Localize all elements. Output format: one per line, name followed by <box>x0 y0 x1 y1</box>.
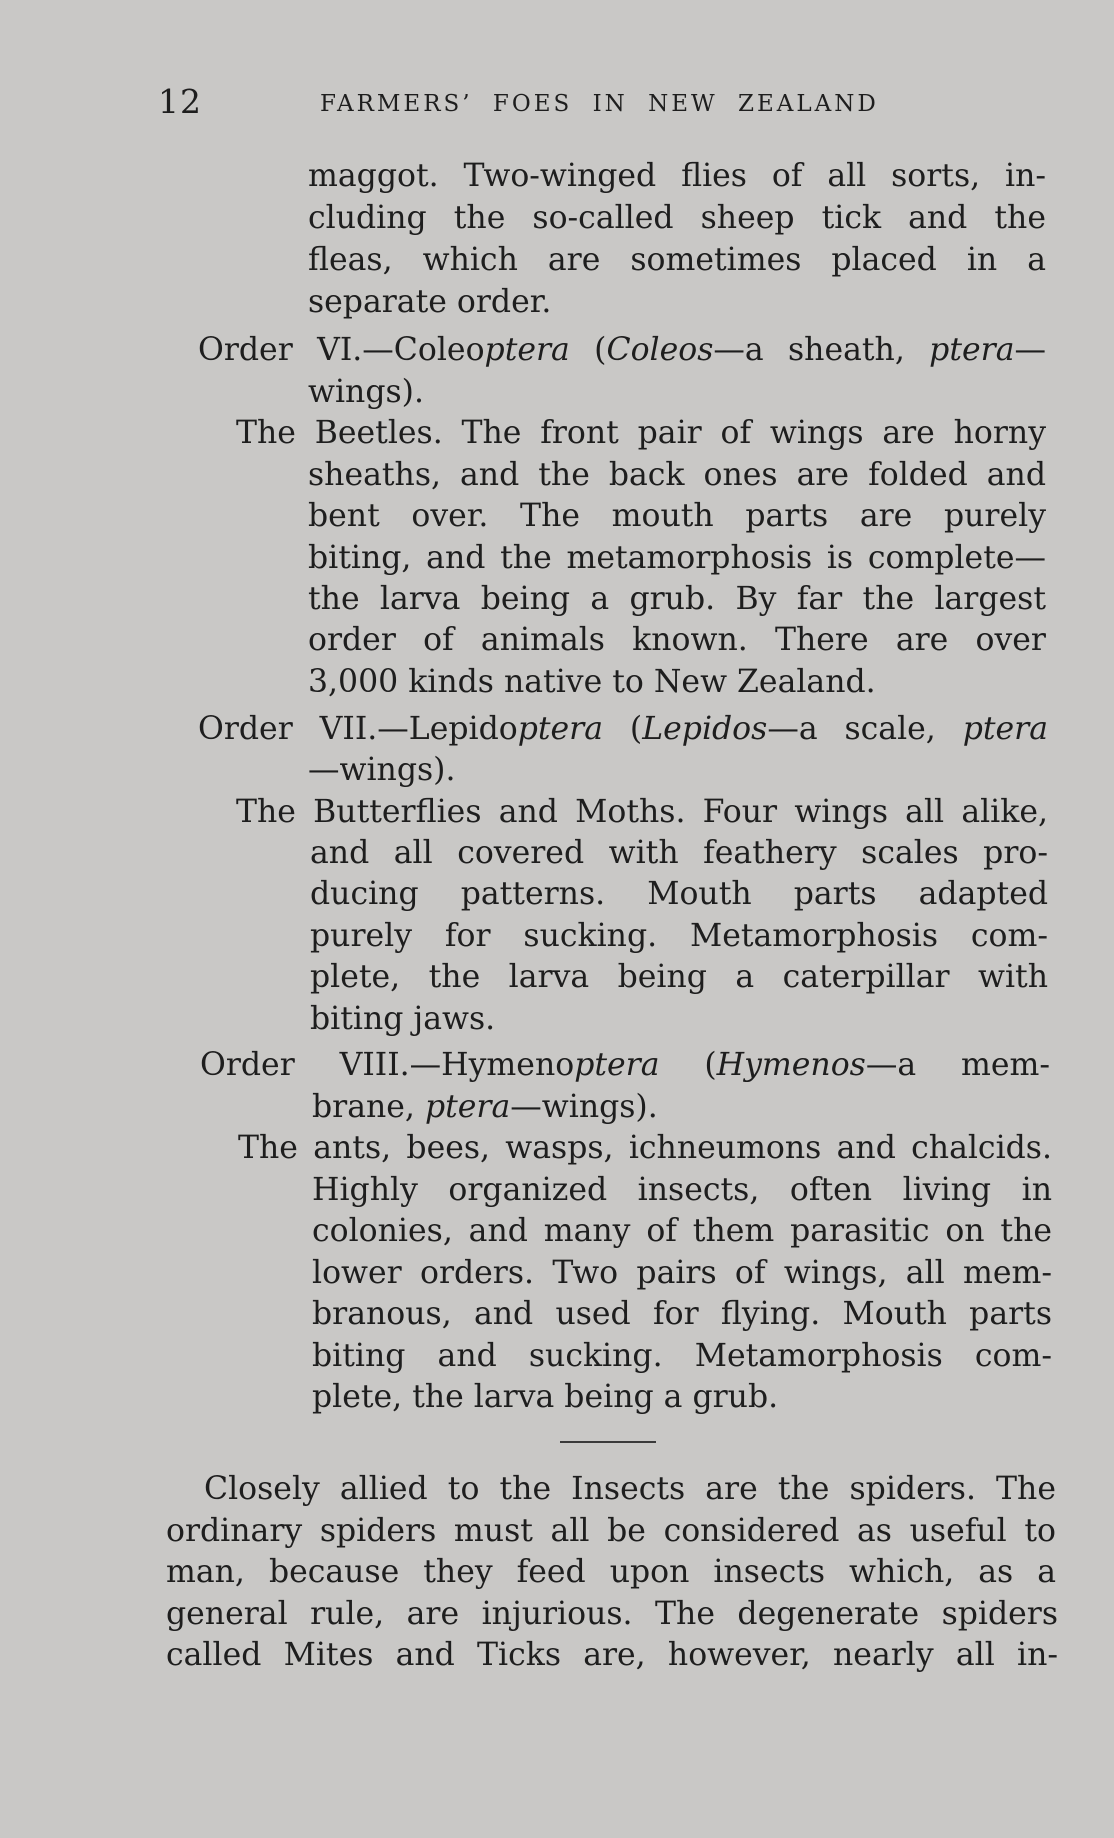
text-line: 3,000 kinds native to New Zealand. <box>308 664 876 700</box>
order-heading-viii: Order VIII.—Hymenoptera (Hymenos—a mem- <box>200 1047 1050 1083</box>
text-line: biting and sucking. Metamorphosis com- <box>312 1338 1052 1374</box>
text-line: The ants, bees, wasps, ichneumons and chalcids. <box>238 1130 1052 1166</box>
text-line: ducing patterns. Mouth parts adapted <box>310 876 1048 912</box>
text-line: sheaths, and the back ones are folded and <box>308 457 1046 493</box>
order-heading-vii: Order VII.—Lepidoptera (Lepidos—a scale, ptera <box>198 711 1048 747</box>
text-line: Closely allied to the Insects are the spiders. The <box>204 1471 1056 1507</box>
text-line: Highly organized insects, often living in <box>312 1172 1052 1208</box>
text-line: branous, and used for flying. Mouth parts <box>312 1296 1052 1332</box>
text-line: —wings). <box>308 752 456 788</box>
page-header <box>158 82 1058 122</box>
text-line: maggot. Two-winged flies of all sorts, in- <box>308 158 1046 194</box>
text-line: ordinary spiders must all be considered as useful to <box>166 1513 1056 1549</box>
text-line: fleas, which are sometimes placed in a <box>308 242 1046 278</box>
text-line: the larva being a grub. By far the largest <box>308 581 1046 617</box>
text-line: order of animals known. There are over <box>308 622 1046 658</box>
text-line: colonies, and many of them parasitic on the <box>312 1213 1052 1249</box>
text-line: plete, the larva being a grub. <box>312 1379 779 1415</box>
text-line: The Butterflies and Moths. Four wings all alike, <box>236 794 1048 830</box>
text-line: The Beetles. The front pair of wings are horny <box>236 415 1046 451</box>
text-line: wings). <box>308 374 424 410</box>
section-divider <box>560 1441 656 1443</box>
text-line: man, because they feed upon insects which, as a <box>166 1554 1056 1590</box>
text-line: and all covered with feathery scales pro- <box>310 835 1048 871</box>
text-line: lower orders. Two pairs of wings, all mem- <box>312 1255 1052 1291</box>
running-title: FARMERS’ FOES IN NEW ZEALAND <box>320 91 879 117</box>
text-line: brane, ptera—wings). <box>312 1089 658 1125</box>
text-line: biting, and the metamorphosis is complete— <box>308 540 1046 576</box>
text-line: separate order. <box>308 284 552 320</box>
page-number: 12 <box>158 82 202 121</box>
order-heading-vi: Order VI.—Coleoptera (Coleos—a sheath, ptera— <box>198 332 1046 368</box>
text-line: purely for sucking. Metamorphosis com- <box>310 918 1048 954</box>
text-line: bent over. The mouth parts are purely <box>308 498 1046 534</box>
text-line: called Mites and Ticks are, however, nearly all in- <box>166 1637 1058 1673</box>
text-line: plete, the larva being a caterpillar with <box>310 959 1048 995</box>
text-line: biting jaws. <box>310 1001 496 1037</box>
text-line: general rule, are injurious. The degenerate spiders <box>166 1596 1058 1632</box>
text-line: cluding the so-called sheep tick and the <box>308 200 1046 236</box>
